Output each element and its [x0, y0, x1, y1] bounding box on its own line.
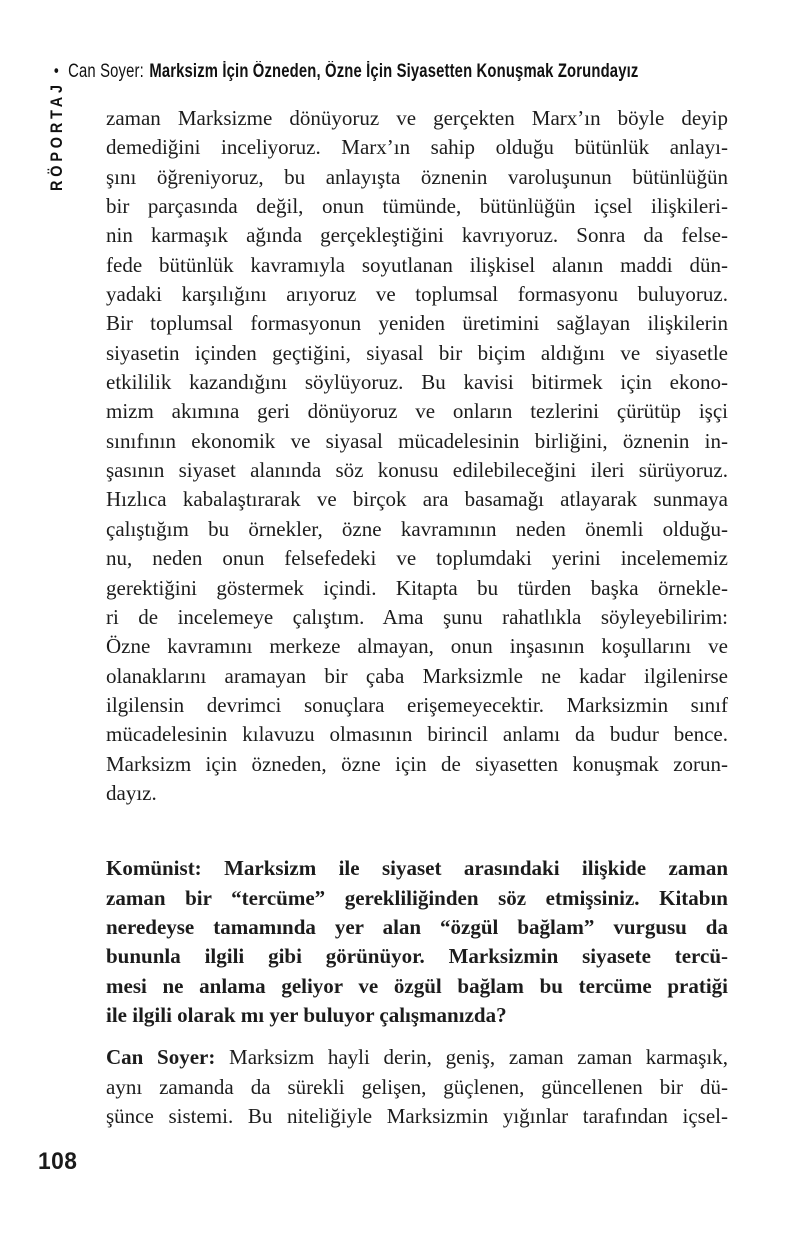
- text-line: nu, neden onun felsefedeki ve toplumdaki yerini incelememiz: [106, 546, 728, 571]
- text-line: bir parçasında değil, onun tümünde, bütünlüğün içsel ilişkileri-: [106, 194, 728, 219]
- body-text: [106, 104, 728, 1131]
- answer-first-line-rest: Marksizm hayli derin, geniş, zaman zaman karmaşık,: [215, 1045, 728, 1070]
- text-line: mizm akımına geri dönüyoruz ve onların tezlerini çürütüp işçi: [106, 399, 728, 424]
- header-speaker: Can Soyer:: [68, 61, 144, 82]
- text-line: çalıştığım bu örnekler, özne kavramının neden önemli olduğu-: [106, 516, 728, 541]
- answer-speaker: Can Soyer:: [106, 1045, 216, 1070]
- interview-question: [106, 854, 728, 1030]
- answer-continued-lines: [106, 1073, 728, 1132]
- text-line: Marksizm için özneden, özne için de siyasetten konuşmak zorun-: [106, 751, 728, 776]
- interview-answer: [106, 1043, 728, 1131]
- text-line: Bir toplumsal formasyonun yeniden üretimini sağlayan ilişkilerin: [106, 311, 728, 336]
- text-line: Özne kavramını merkeze almayan, onun inşasının koşullarını ve: [106, 634, 728, 659]
- text-line: ile ilgili olarak mı yer buluyor çalışmanızda?: [106, 1002, 507, 1027]
- text-line: şasının siyaset alanında söz konusu edilebileceğini ileri sürüyoruz.: [106, 458, 728, 483]
- text-line: mücadelesinin kılavuzu olmasının birincil anlamı da budur bence.: [106, 722, 728, 747]
- section-label-roportaj: RÖPORTAJ: [47, 81, 66, 191]
- text-line: mesi ne anlama geliyor ve özgül bağlam bu tercüme pratiği: [106, 973, 728, 998]
- text-line: ilgilensin devrimci sonuçlara erişemeyecektir. Marksizmin sınıf: [106, 692, 728, 717]
- text-line: etkililik kazandığını söylüyoruz. Bu kavisi bitirmek için ekono-: [106, 370, 728, 395]
- text-line: olanaklarını aramayan bir çaba Marksizmle ne kadar ilgilenirse: [106, 663, 728, 688]
- text-line: demediğini inceliyoruz. Marx’ın sahip olduğu bütünlük anlayı-: [106, 135, 728, 160]
- text-line: [106, 1043, 728, 1072]
- text-line: şünce sistemi. Bu niteliğiyle Marksizmin yığınlar tarafından içsel-: [106, 1104, 728, 1128]
- text-line: ri de incelemeye çalıştım. Ama şunu rahatlıkla söyleyebilirim:: [106, 604, 728, 629]
- text-line: bununla ilgili gibi görünüyor. Marksizmin siyasete tercü-: [106, 944, 728, 969]
- text-line: neredeyse tamamında yer alan “özgül bağlam” vurgusu da: [106, 914, 728, 939]
- running-header: [54, 61, 638, 83]
- paragraph-continuation: [106, 104, 728, 808]
- text-line: Hızlıca kabalaştırarak ve birçok ara basamağı atlayarak sunmaya: [106, 487, 728, 512]
- page-number: 108: [38, 1148, 78, 1175]
- text-line: siyasetin içinden geçtiğini, siyasal bir biçim aldığını ve siyasetle: [106, 340, 728, 365]
- text-line: nin karmaşık ağında gerçekleştiğini kavrıyoruz. Sonra da felse-: [106, 223, 728, 248]
- text-line: sınıfının ekonomik ve siyasal mücadelesinin birliğini, öznenin in-: [106, 428, 728, 453]
- text-line: Komünist: Marksizm ile siyaset arasındaki ilişkide zaman: [106, 856, 728, 881]
- text-line: fede bütünlük kavramıyla soyutlanan ilişkisel alanın maddi dün-: [106, 252, 728, 277]
- header-title: Marksizm İçin Özneden, Özne İçin Siyasetten Konuşmak Zorundayız: [149, 61, 639, 82]
- text-line: gerektiğini göstermek içindi. Kitapta bu türden başka örnekle-: [106, 575, 728, 600]
- text-line: zaman bir “tercüme” gerekliliğinden söz etmişsiniz. Kitabın: [106, 885, 728, 910]
- text-line: yadaki karşılığını arıyoruz ve toplumsal formasyonu buluyoruz.: [106, 282, 728, 307]
- text-line: zaman Marksizme dönüyoruz ve gerçekten Marx’ın böyle deyip: [106, 106, 728, 130]
- text-line: şını öğreniyoruz, bu anlayışta öznenin varoluşunun bütünlüğün: [106, 164, 728, 189]
- bullet-icon: •: [54, 61, 59, 80]
- text-line: dayız.: [106, 780, 157, 805]
- text-line: aynı zamanda da sürekli gelişen, güçlenen, güncellenen bir dü-: [106, 1074, 728, 1099]
